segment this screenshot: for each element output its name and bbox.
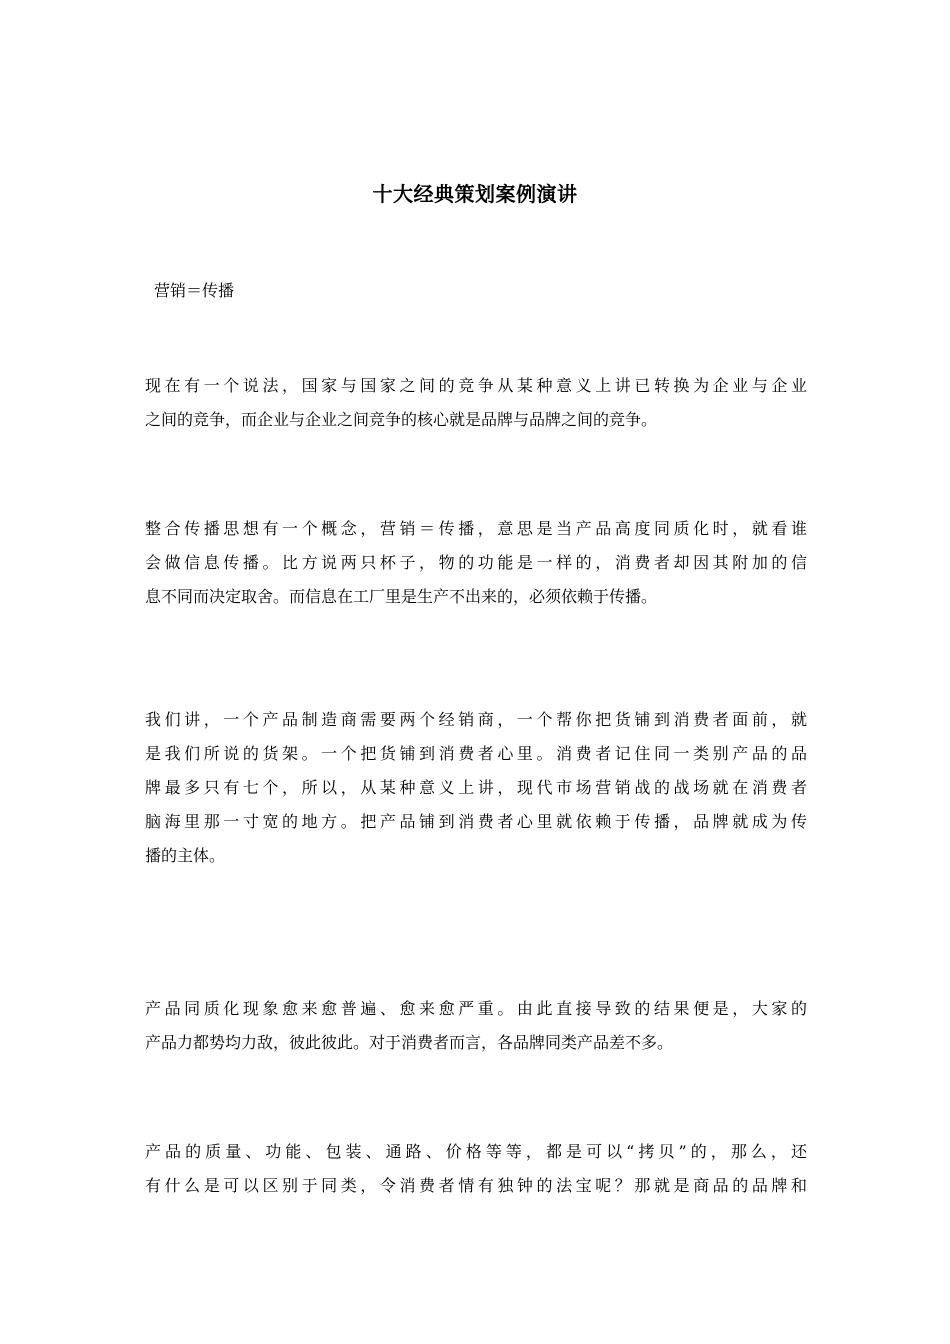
paragraph-line: 我们讲，一个产品制造商需要两个经销商，一个帮你把货铺到消费者面前，就 — [145, 710, 807, 729]
document-title: 十大经典策划案例演讲 — [372, 182, 578, 206]
paragraph-line: 现在有一个说法，国家与国家之间的竞争从某种意义上讲已转换为企业与企业 — [145, 376, 807, 395]
paragraph-line: 整合传播思想有一个概念，营销＝传播，意思是当产品高度同质化时，就看谁 — [145, 519, 807, 538]
paragraph-line: 产品力都势均力敌，彼此彼此。对于消费者而言，各品牌同类产品差不多。 — [145, 1033, 674, 1052]
paragraph-line: 脑海里那一寸宽的地方。把产品铺到消费者心里就依赖于传播，品牌就成为传 — [145, 812, 807, 831]
paragraph-4 — [145, 992, 807, 1060]
paragraph-line: 有什么是可以区别于同类，令消费者情有独钟的法宝呢？那就是商品的品牌和 — [145, 1176, 807, 1195]
paragraph-line: 播的主体。 — [145, 846, 226, 865]
paragraph-line: 产品的质量、功能、包装、通路、价格等等，都是可以“拷贝”的，那么，还 — [145, 1142, 807, 1161]
section-subtitle: 营销＝传播 — [154, 281, 235, 300]
paragraph-2 — [145, 512, 807, 614]
paragraph-line: 牌最多只有七个，所以，从某种意义上讲，现代市场营销战的战场就在消费者 — [145, 778, 807, 797]
paragraph-line: 产品同质化现象愈来愈普遍、愈来愈严重。由此直接导致的结果便是，大家的 — [145, 999, 807, 1018]
paragraph-line: 息不同而决定取舍。而信息在工厂里是生产不出来的，必须依赖于传播。 — [145, 587, 658, 606]
paragraph-line: 之间的竞争，而企业与企业之间竞争的核心就是品牌与品牌之间的竞争。 — [145, 410, 658, 429]
paragraph-5 — [145, 1135, 807, 1203]
paragraph-line: 会做信息传播。比方说两只杯子，物的功能是一样的，消费者却因其附加的信 — [145, 553, 807, 572]
paragraph-line: 是我们所说的货架。一个把货铺到消费者心里。消费者记住同一类别产品的品 — [145, 744, 807, 763]
paragraph-1 — [145, 369, 807, 437]
paragraph-3 — [145, 703, 807, 873]
